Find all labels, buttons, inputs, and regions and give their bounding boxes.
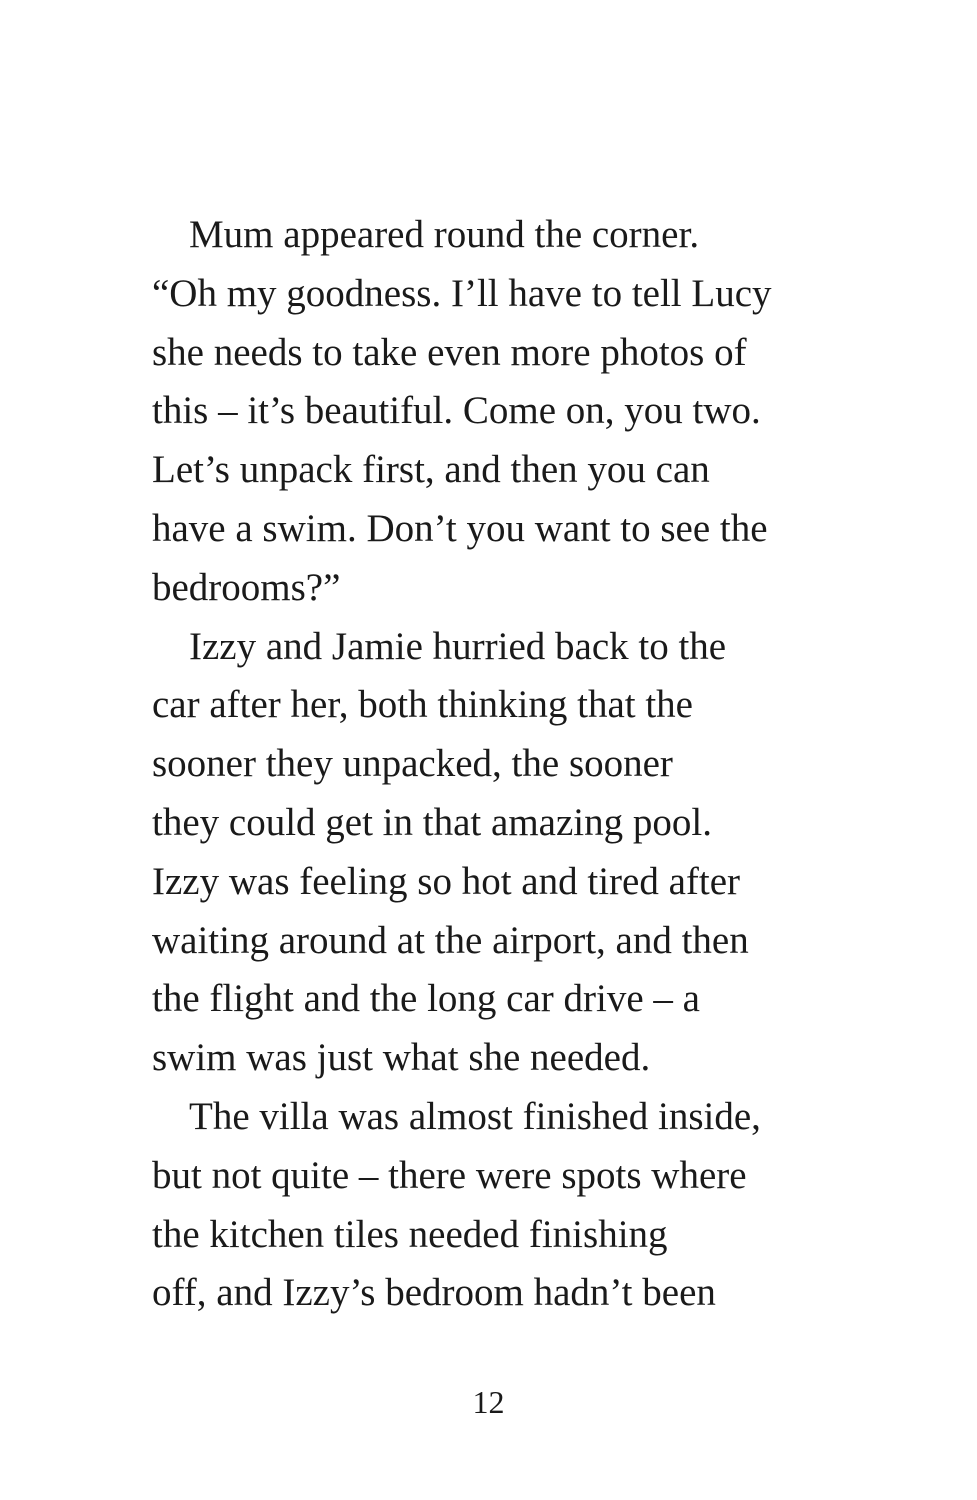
- text-line: the kitchen tiles needed finishing: [152, 1212, 668, 1256]
- text-line: but not quite – there were spots where: [152, 1153, 747, 1197]
- text-line: The villa was almost finished inside,: [189, 1094, 761, 1138]
- text-line: swim was just what she needed.: [152, 1036, 651, 1080]
- text-line: this – it’s beautiful. Come on, you two.: [152, 389, 761, 433]
- text-line: car after her, both thinking that the: [152, 683, 693, 727]
- text-line: Izzy was feeling so hot and tired after: [152, 859, 741, 903]
- body-text: [152, 206, 852, 1323]
- text-line: “Oh my goodness. I’ll have to tell Lucy: [152, 271, 772, 315]
- text-line: off, and Izzy’s bedroom hadn’t been: [152, 1271, 716, 1315]
- text-line: have a swim. Don’t you want to see the: [152, 506, 768, 550]
- text-line: she needs to take even more photos of: [152, 330, 747, 374]
- text-line: Izzy and Jamie hurried back to the: [189, 624, 727, 668]
- text-line: bedrooms?”: [152, 565, 341, 609]
- text-line: waiting around at the airport, and then: [152, 918, 749, 962]
- text-line: Let’s unpack first, and then you can: [152, 448, 710, 492]
- text-line: Mum appeared round the corner.: [189, 213, 700, 256]
- text-line: the flight and the long car drive – a: [152, 977, 700, 1021]
- text-line: they could get in that amazing pool.: [152, 800, 712, 844]
- text-line: sooner they unpacked, the sooner: [152, 742, 673, 786]
- page-number: 12: [472, 1384, 505, 1420]
